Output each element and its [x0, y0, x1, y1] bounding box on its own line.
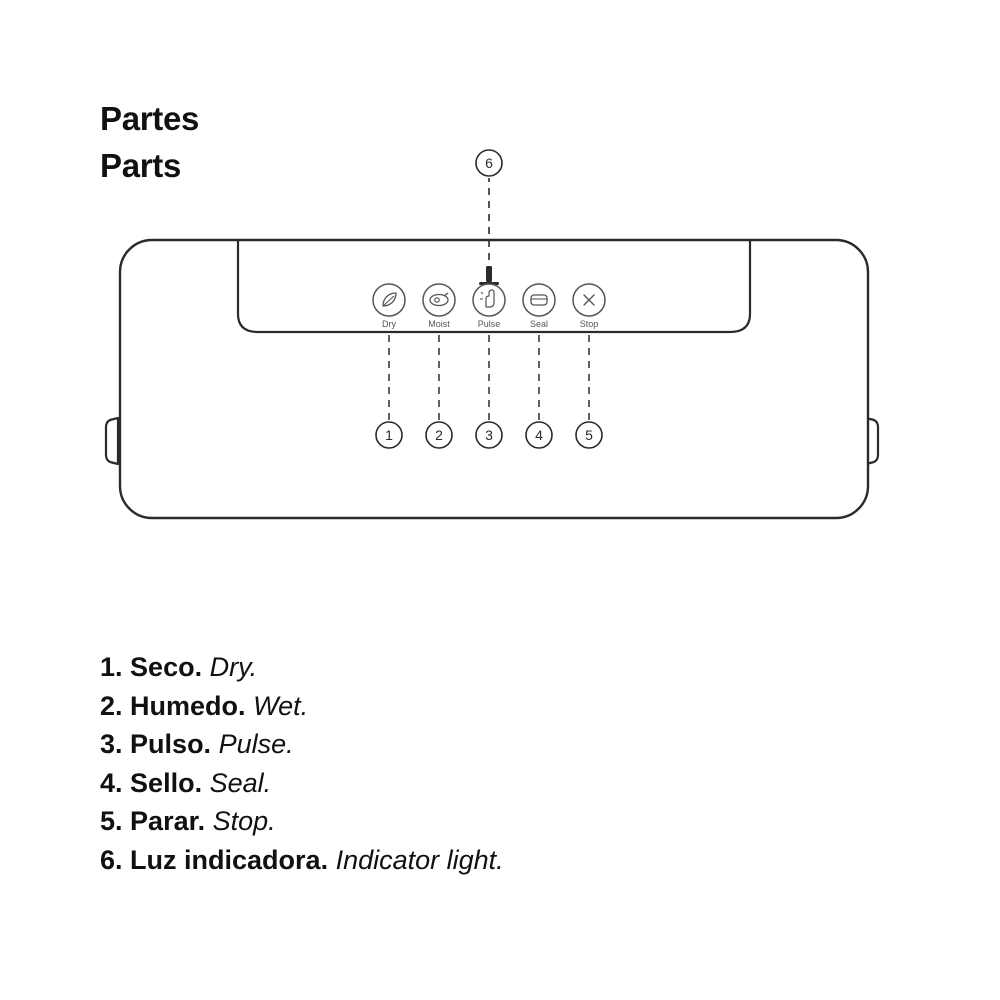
legend-label-en: Stop. [212, 806, 276, 837]
control-button-dry-label: Dry [382, 319, 396, 329]
legend-label-en: Dry. [209, 652, 258, 682]
device-body-outline [120, 240, 868, 518]
list-item [100, 648, 900, 687]
legend-label-es: Parar. [130, 806, 206, 837]
legend-number: 1. [100, 652, 123, 682]
list-item [100, 841, 900, 880]
legend-label-es: Seco. [130, 652, 203, 682]
legend-label-es: Humedo. [130, 690, 246, 721]
list-item [100, 802, 900, 841]
callout-number-4: 4 [535, 427, 543, 443]
legend-label-en: Pulse. [218, 729, 294, 760]
callout-number-3: 3 [485, 427, 493, 443]
control-button-seal-label: Seal [529, 319, 549, 329]
callout-number-2: 2 [435, 427, 443, 443]
legend-label-es: Luz indicadora. [130, 845, 329, 876]
legend-label-en: Seal. [209, 767, 272, 798]
list-item [100, 764, 900, 803]
legend-number: 3. [100, 729, 123, 760]
page-title-es: Partes [100, 100, 200, 137]
list-item [100, 687, 900, 726]
control-button-moist-label: Moist [428, 319, 450, 329]
device-diagram [0, 130, 1000, 550]
page-title-en: Parts [100, 146, 182, 184]
control-button-pulse[interactable] [473, 284, 505, 329]
legend-label-es: Sello. [130, 767, 203, 798]
legend-number: 6. [100, 845, 123, 876]
legend-label-es: Pulso. [130, 729, 212, 760]
list-item [100, 725, 900, 764]
callout-number-6: 6 [485, 155, 493, 171]
callout-number-1: 1 [385, 427, 393, 443]
legend-number: 5. [100, 806, 123, 837]
legend-number: 2. [100, 690, 123, 721]
parts-legend [100, 648, 900, 880]
legend-number: 4. [100, 767, 123, 798]
legend-label-en: Wet. [253, 690, 309, 721]
control-button-stop-label: Stop [579, 319, 599, 329]
control-button-pulse-label: Pulse [477, 319, 501, 329]
callout-number-5: 5 [585, 427, 593, 443]
legend-label-en: Indicator light. [335, 845, 504, 876]
side-latch-left [106, 418, 118, 464]
